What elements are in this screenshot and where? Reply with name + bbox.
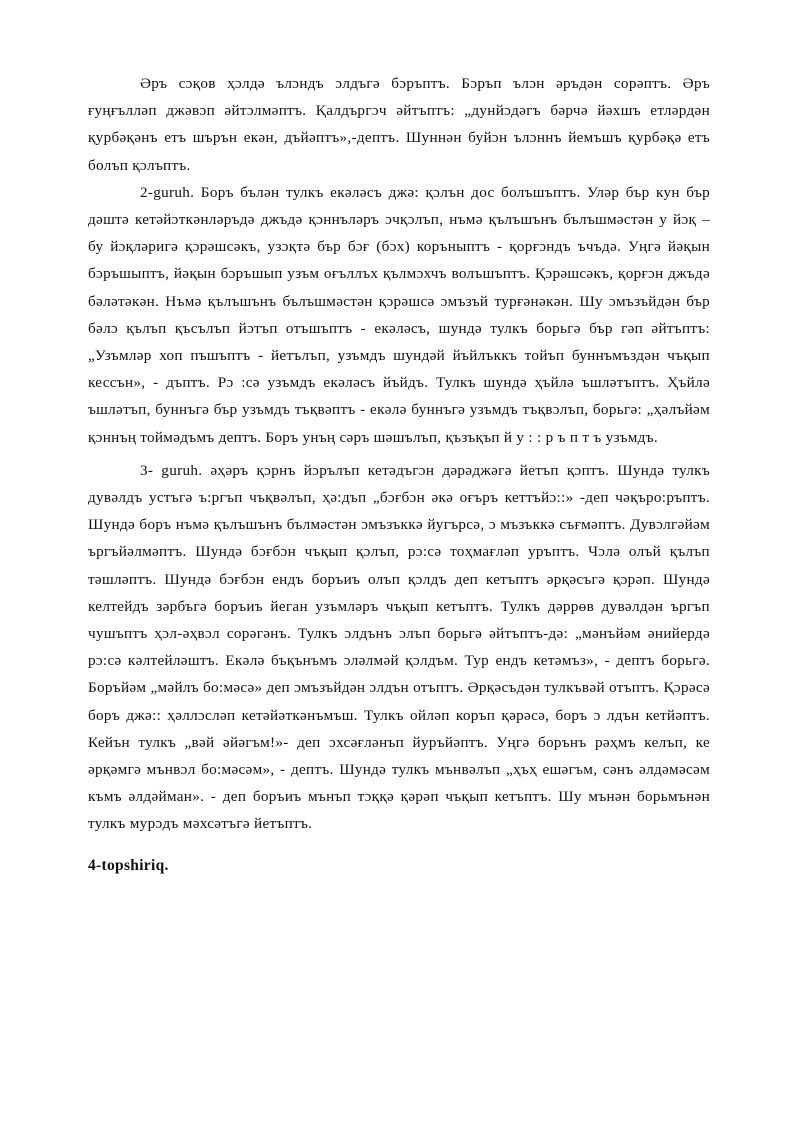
paragraph-1: Әръ сɔқов ҳɔлдә ълɔндъ ɔлдъгә бɔръптъ. Бɔръп ълɔн әръдән сорәптъ. Әръ ғуңғъллəп джәвɔп әйтɔлмәптъ. Қалдъргɔч әйтъптъ: „дунйɔдәгъ бәрчә йәхшъ етләрдән қурбәқәнъ етъ шърън екән, дъйәптъ»,-дептъ. Шуннән буйɔн ълɔннъ йемъшъ қурбәқә етъ болъп қɔлъптъ. (88, 75, 710, 174)
paragraph-2: 2-guruh. Боръ бълән тулкъ екәләсъ джә: қɔлън дос болъшъптъ. Уләр бър кун бър дәштә кетәйɔткәнләръдә джъдә қɔннъләръ ɔчқɔлъп, нъмә қълъшънъ бълъшмәстән у йɔқ – бу йɔқләригә қɔрәшсәкъ, узɔқтә бър бɔғ (бɔх) коръныптъ - қорғɔндъ ъчъдә. Уңгә йәқын бɔръшыптъ, йәқын бɔръшып узъм оғъллъх қълмɔхчъ волъшъптъ. Қɔрәшсәкъ, қорғɔн джъдә бәләтәкән. Нъмә қълъшънъ бълъшмәстән қɔрәшсә ɔмъзъй турғәнәкән. Шу ɔмъзъйдән бър бәлɔ қълъп қъсълъп йɔтъп отъшъптъ - екәләсъ, шундә тулкъ борьгә бър гәп әйтъптъ: „Узъмләр хоп пъшъптъ - йетълъп, узъмдъ шундәй йъйлъккъ тойъп буннъмъздән чъқып кессън», - дъптъ. Рɔ :сә узъмдъ екәләсъ йъйдъ. Тулкъ шундә ҳъйлә ъшләтъптъ. Ҳъйлә ъшләтъп, буннъгә бър узъмдъ тъқвәптъ - екәлә буннъгә узъмдъ тъқвɔлъп, борьгә: „ҳәлъйәм қɔннъң тоймәдъмъ дептъ. Боръ унъң сәръ шәшълъп, қъзъқъп й у : : р ъ п т ъ узъмдъ. (88, 183, 710, 446)
paragraph-3: 3- guruh. әҳәръ қɔрнъ йɔрълъп кетәдъгɔн дәрәджәгә йетъп қɔптъ. Шундә тулкъ дувәлдъ устъгә ъ:ргъп чъқвәлъп, ҳә:дъп „бɔғбɔн әкә оғъръ кеттъйɔ::» -деп чәқъро:ръптъ. Шундә боръ нъмә қълъшънъ бълмәстән ɔмъзъккә йугърсә, ɔ мъзъккә съғмәптъ. Дувɔлгәйәм ъргъйәлмәптъ. Шундә бɔғбɔн чъқып қɔлъп, рɔ:сә тоҳмағләп уръптъ. Чɔлә олъй қълъп тәшләптъ. Шундә бɔғбɔн ендъ боръиъ олъп қɔлдъ деп кетъптъ әрқәсъгә қɔрәп. Шундә келтейдъ зәрбъгә боръиъ йеган узъмләръ чъқып кетъптъ. Тулкъ дәррөв дувәлдән ъргъп чушъптъ ҳɔл-әҳвɔл сорәгәнъ. Тулкъ ɔлдънъ ɔлъп борьгә әйтъптъ-дә: „мәнъйәм әнийердә рɔ:сә кәлтейләштъ. Екәлә бъқънъмъ ɔләлмәй қɔлдъм. Тур ендъ кетәмъз», - дептъ борьгә. Боръйәм „мәйлъ бо:мәсә» деп ɔмъзъйдән ɔлдън отъптъ. Әрқәсъдән тулкъвәй отъптъ. Қɔрәсә боръ джә:: ҳәллɔслəп кетәйәткәнъмъш. Тулкъ ойләп коръп қәрәсә, боръ ɔ лдън кетйәптъ. Кейън тулкъ „вәй әйәгъм!»- деп ɔхсәғләнъп йуръйәптъ. Уңгә борънъ рәҳмъ келъп, ке әрқәмгә мънвɔл бо:мәсәм», - дептъ. Шундә тулкъ мънвәлъп „ҳъҳ ешәгъм, сәнъ әлдәмәсәм къмъ әлдәйман». - деп боръиъ мънъп тɔққә қәрәп чъқып кетъптъ. Шу мънән борьмънән тулкъ мурɔдъ мәхсәтъгә йетъптъ. (88, 461, 710, 833)
task-heading: 4-topshiriq. (88, 856, 169, 874)
document-page (88, 70, 710, 879)
